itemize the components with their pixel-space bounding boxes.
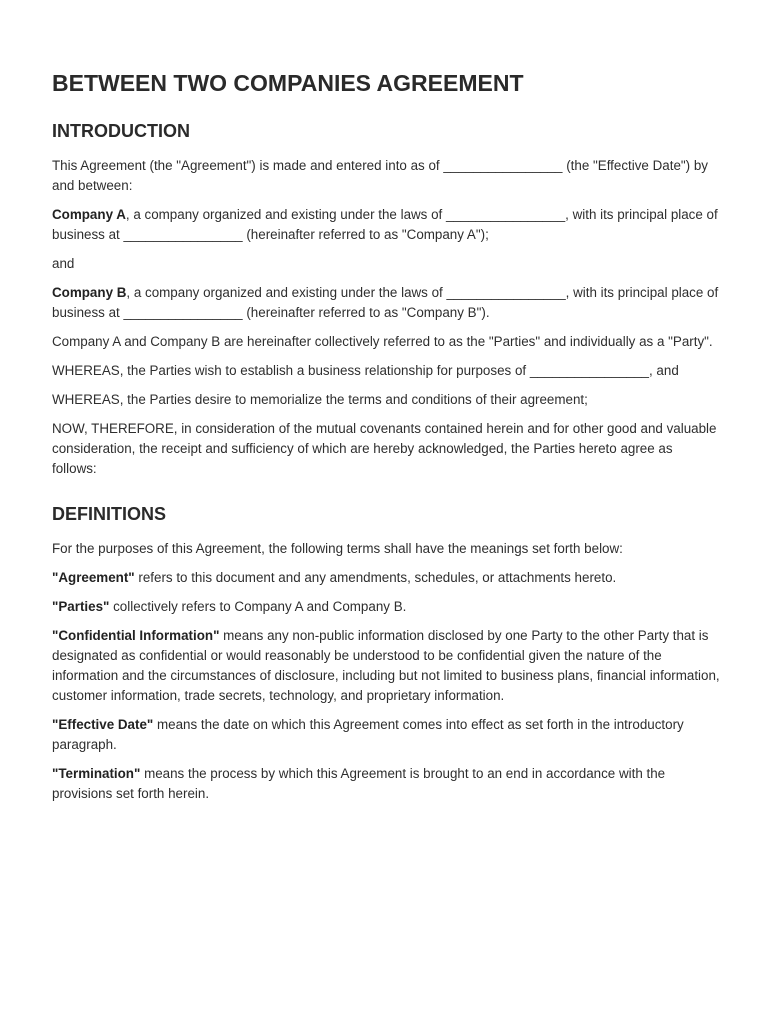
definition-term: "Effective Date" — [52, 717, 154, 732]
definition-text: collectively refers to Company A and Company B. — [109, 599, 407, 614]
definitions-intro: For the purposes of this Agreement, the following terms shall have the meanings set forth below: — [52, 541, 623, 556]
company-b-paragraph — [52, 283, 720, 323]
definition-item — [52, 568, 720, 588]
whereas-paragraph-1: WHEREAS, the Parties wish to establish a business relationship for purposes of ________________, and — [52, 363, 679, 378]
definition-term: "Termination" — [52, 766, 141, 781]
definition-item — [52, 626, 720, 706]
definition-text: means any non-public information disclosed by one Party to the other Party that is designated as confidential or would reasonably be understood to be confidential given the nature of the information and the circumstances of disclosure, including but not limited to business plans, financial information, customer information, trade secrets, technology, and proprietary information. — [52, 628, 720, 703]
company-a-text: , a company organized and existing under the laws of ________________, with its principal place of business at ________________ (hereinafter referred to as "Company A"); — [52, 207, 718, 242]
definition-text: means the process by which this Agreement is brought to an end in accordance with the provisions set forth herein. — [52, 766, 666, 801]
document-title: BETWEEN TWO COMPANIES AGREEMENT — [52, 70, 524, 96]
definition-term: "Agreement" — [52, 570, 135, 585]
document-page — [52, 70, 720, 813]
intro-paragraph: This Agreement (the "Agreement") is made and entered into as of ________________ (the "Effective Date") by and between: — [52, 158, 708, 193]
now-therefore-paragraph: NOW, THEREFORE, in consideration of the mutual covenants contained herein and for other good and valuable consideration, the receipt and sufficiency of which are hereby acknowledged, the Parties hereto agree as follows: — [52, 421, 717, 476]
parties-paragraph: Company A and Company B are hereinafter collectively referred to as the "Parties" and individually as a "Party". — [52, 334, 713, 349]
and-paragraph: and — [52, 256, 75, 271]
definition-text: refers to this document and any amendments, schedules, or attachments hereto. — [134, 570, 617, 585]
definition-text: means the date on which this Agreement comes into effect as set forth in the introductory paragraph. — [52, 717, 684, 752]
company-a-paragraph — [52, 205, 720, 245]
whereas-paragraph-2: WHEREAS, the Parties desire to memorialize the terms and conditions of their agreement; — [52, 392, 588, 407]
definitions-heading: DEFINITIONS — [52, 504, 167, 524]
introduction-heading: INTRODUCTION — [52, 121, 190, 141]
company-b-label: Company B — [52, 285, 127, 300]
company-b-text: , a company organized and existing under the laws of ________________, with its principal place of business at ________________ (hereinafter referred to as "Company B"). — [52, 285, 719, 320]
definition-item — [52, 715, 720, 755]
definition-term: "Parties" — [52, 599, 110, 614]
definition-term: "Confidential Information" — [52, 628, 220, 643]
company-a-label: Company A — [52, 207, 126, 222]
definition-item — [52, 597, 720, 617]
definition-item — [52, 764, 720, 804]
